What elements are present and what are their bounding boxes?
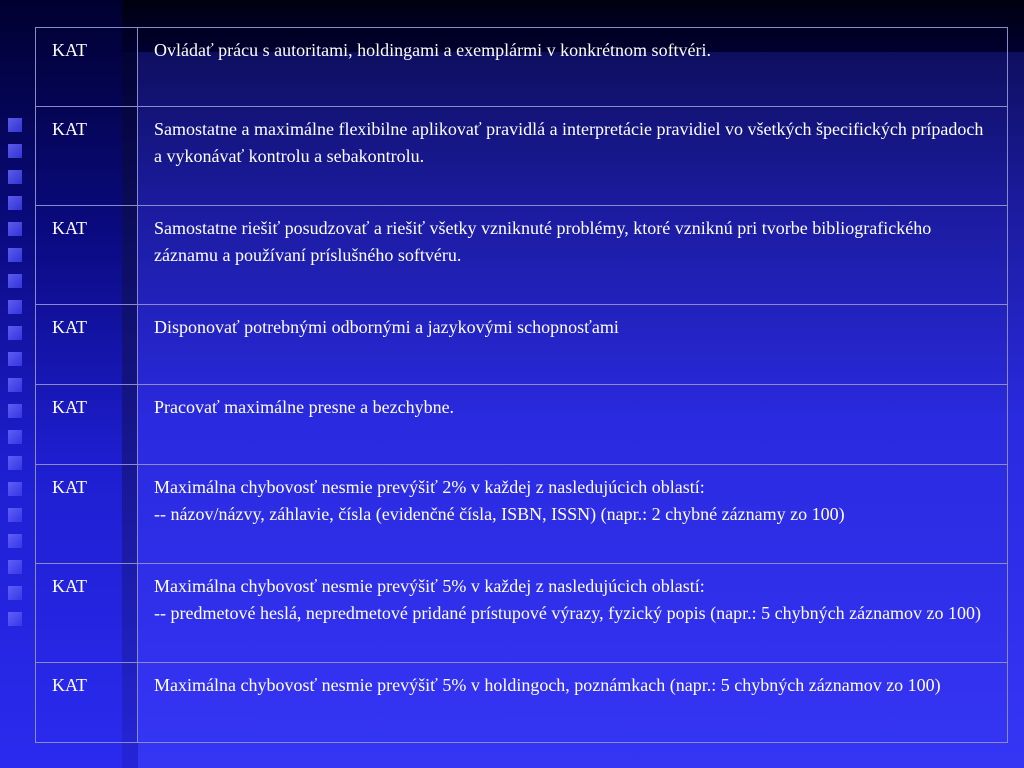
table-row	[36, 304, 1007, 384]
row-code: KAT	[36, 305, 138, 384]
decorative-square	[8, 248, 22, 262]
row-code: KAT	[36, 28, 138, 106]
row-code: KAT	[36, 663, 138, 742]
row-code: KAT	[36, 465, 138, 563]
decorative-square	[8, 560, 22, 574]
row-text: Maximálna chybovosť nesmie prevýšiť 2% v každej z nasledujúcich oblastí: -- názov/názvy, záhlavie, čísla (evidenčné čísla, ISBN, ISSN) (napr.: 2 chybné záznamy zo 100)	[154, 477, 845, 524]
decorative-square	[8, 430, 22, 444]
table-row	[36, 662, 1007, 742]
decorative-square	[8, 352, 22, 366]
decorative-square	[8, 586, 22, 600]
decorative-square	[8, 534, 22, 548]
row-text: Samostatne riešiť posudzovať a riešiť všetky vzniknuté problémy, ktoré vzniknú pri tvorbe bibliografického záznamu a používaní príslušného softvéru.	[154, 218, 932, 265]
requirements-table	[35, 27, 1008, 743]
decorative-square	[8, 274, 22, 288]
table-row	[36, 563, 1007, 662]
decorative-square	[8, 118, 22, 132]
table-row	[36, 106, 1007, 205]
decorative-square	[8, 508, 22, 522]
row-text: Maximálna chybovosť nesmie prevýšiť 5% v každej z nasledujúcich oblastí: -- predmetové heslá, nepredmetové pridané prístupové výrazy, fyzický popis (napr.: 5 chybných záznamov zo 100)	[154, 576, 982, 623]
row-code: KAT	[36, 385, 138, 464]
decorative-square	[8, 326, 22, 340]
table-row	[36, 384, 1007, 464]
decorative-square	[8, 144, 22, 158]
table-row	[36, 28, 1007, 106]
decorative-square	[8, 196, 22, 210]
decorative-square	[8, 170, 22, 184]
decorative-square	[8, 456, 22, 470]
decorative-square	[8, 612, 22, 626]
decorative-square	[8, 482, 22, 496]
row-text: Maximálna chybovosť nesmie prevýšiť 5% v holdingoch, poznámkach (napr.: 5 chybných záznamov zo 100)	[154, 675, 941, 695]
table-row	[36, 464, 1007, 563]
decorative-square	[8, 378, 22, 392]
decorative-square	[8, 404, 22, 418]
decorative-squares	[8, 118, 28, 638]
row-text: Disponovať potrebnými odbornými a jazykovými schopnosťami	[154, 317, 619, 337]
row-text: Ovládať prácu s autoritami, holdingami a exemplármi v konkrétnom softvéri.	[154, 40, 712, 60]
row-text: Pracovať maximálne presne a bezchybne.	[154, 397, 455, 417]
decorative-square	[8, 222, 22, 236]
decorative-square	[8, 300, 22, 314]
table-row	[36, 205, 1007, 304]
row-code: KAT	[36, 564, 138, 662]
row-code: KAT	[36, 107, 138, 205]
row-text: Samostatne a maximálne flexibilne aplikovať pravidlá a interpretácie pravidiel vo všetkých špecifických prípadoch a vykonávať kontrolu a sebakontrolu.	[154, 119, 984, 166]
row-code: KAT	[36, 206, 138, 304]
